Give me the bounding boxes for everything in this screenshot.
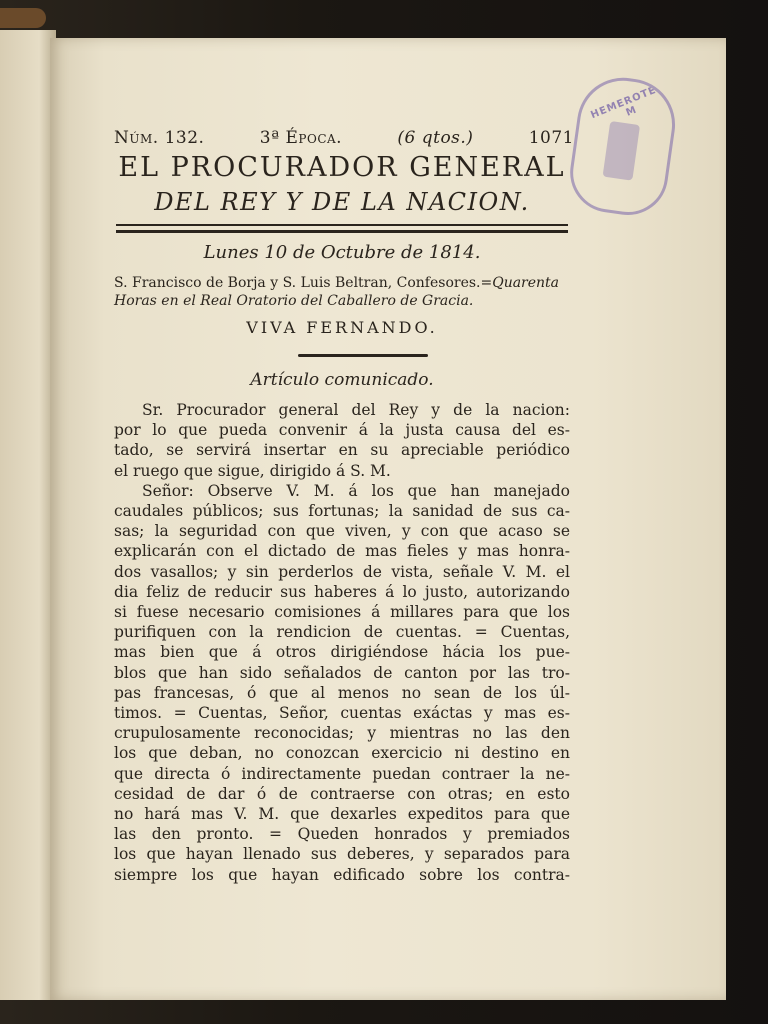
article-line: no hará mas V. M. que dexarles expeditos para que bbox=[114, 805, 570, 824]
article-line: blos que han sido señalados de canton por las tro- bbox=[114, 663, 570, 682]
article-line: pas francesas, ó que al menos no sean de los úl- bbox=[114, 683, 570, 702]
article-line: dos vasallos; y sin perderlos de vista, señale V. M. el bbox=[114, 562, 570, 581]
newspaper-page bbox=[50, 38, 726, 1000]
article-line: si fuese necesario comisiones á millares para que los bbox=[114, 603, 570, 622]
article-line: que directa ó indirectamente puedan contraer la ne- bbox=[114, 764, 570, 783]
stamp-text: HEMEROTECA M bbox=[589, 78, 674, 122]
article-line: crupulosamente reconocidas; y mientras no las den bbox=[114, 724, 570, 743]
article-line: cesidad de dar ó de contraerse con otras; en esto bbox=[114, 784, 570, 803]
article-line: las den pronto. = Queden honrados y premiados bbox=[114, 825, 570, 844]
article-line: purifiquen con la rendicion de cuentas. = Cuentas, bbox=[114, 623, 570, 642]
issue-quires: (6 qtos.) bbox=[397, 128, 474, 148]
article-line: explicarán con el dictado de mas fieles y mas honra- bbox=[114, 542, 570, 561]
article-line: Sr. Procurador general del Rey y de la nacion: bbox=[142, 401, 570, 419]
binding-mark bbox=[0, 8, 46, 28]
article-line: Señor: Observe V. M. á los que han manejado bbox=[142, 481, 570, 500]
masthead-rule-top bbox=[116, 224, 568, 226]
library-stamp-icon bbox=[565, 72, 681, 220]
article-line: tado, se servirá insertar en su apreciable periódico bbox=[114, 441, 570, 460]
masthead-subtitle: DEL REY Y DE LA NACION. bbox=[154, 188, 530, 216]
masthead-rule-bottom bbox=[116, 230, 568, 233]
section-rule bbox=[298, 354, 428, 357]
article-line: sas; la seguridad con que viven, y con que acaso se bbox=[114, 522, 570, 541]
issue-header bbox=[114, 128, 574, 148]
date-line: Lunes 10 de Octubre de 1814. bbox=[203, 242, 481, 263]
saints-line bbox=[114, 274, 584, 310]
article-line: mas bien que á otros dirigiéndose hácia los pue- bbox=[114, 643, 570, 662]
stamp-emblem bbox=[603, 121, 641, 181]
masthead-title: EL PROCURADOR GENERAL bbox=[118, 152, 566, 183]
page-number: 1071 bbox=[528, 128, 574, 148]
article-line: los que deban, no conozcan exercicio ni destino en bbox=[114, 744, 570, 763]
article-line: dia feliz de reducir sus haberes á lo justo, autorizando bbox=[114, 582, 570, 601]
article-heading: Artículo comunicado. bbox=[250, 370, 434, 390]
article-body bbox=[114, 400, 570, 885]
article-line: por lo que pueda convenir á la justa causa del es- bbox=[114, 421, 570, 440]
article-line: timos. = Cuentas, Señor, cuentas exáctas y mas es- bbox=[114, 704, 570, 723]
article-line: siempre los que hayan edificado sobre los contra- bbox=[114, 865, 570, 884]
motto: VIVA FERNANDO. bbox=[246, 318, 438, 337]
issue-epoch: 3ª Época. bbox=[259, 128, 343, 148]
issue-number: Núm. 132. bbox=[114, 128, 205, 148]
article-line: el ruego que sigue, dirigido á S. M. bbox=[114, 461, 391, 480]
saints-roman: S. Francisco de Borja y S. Luis Beltran, Confesores.= bbox=[114, 275, 493, 291]
saints-italic-1: Quarenta bbox=[492, 275, 560, 291]
saints-italic-2: Horas en el Real Oratorio del Caballero de Gracia. bbox=[114, 293, 474, 309]
article-line: caudales públicos; sus fortunas; la sanidad de sus ca- bbox=[114, 502, 570, 521]
article-line: los que hayan llenado sus deberes, y separados para bbox=[114, 845, 570, 864]
facing-page-edge bbox=[0, 30, 56, 1000]
